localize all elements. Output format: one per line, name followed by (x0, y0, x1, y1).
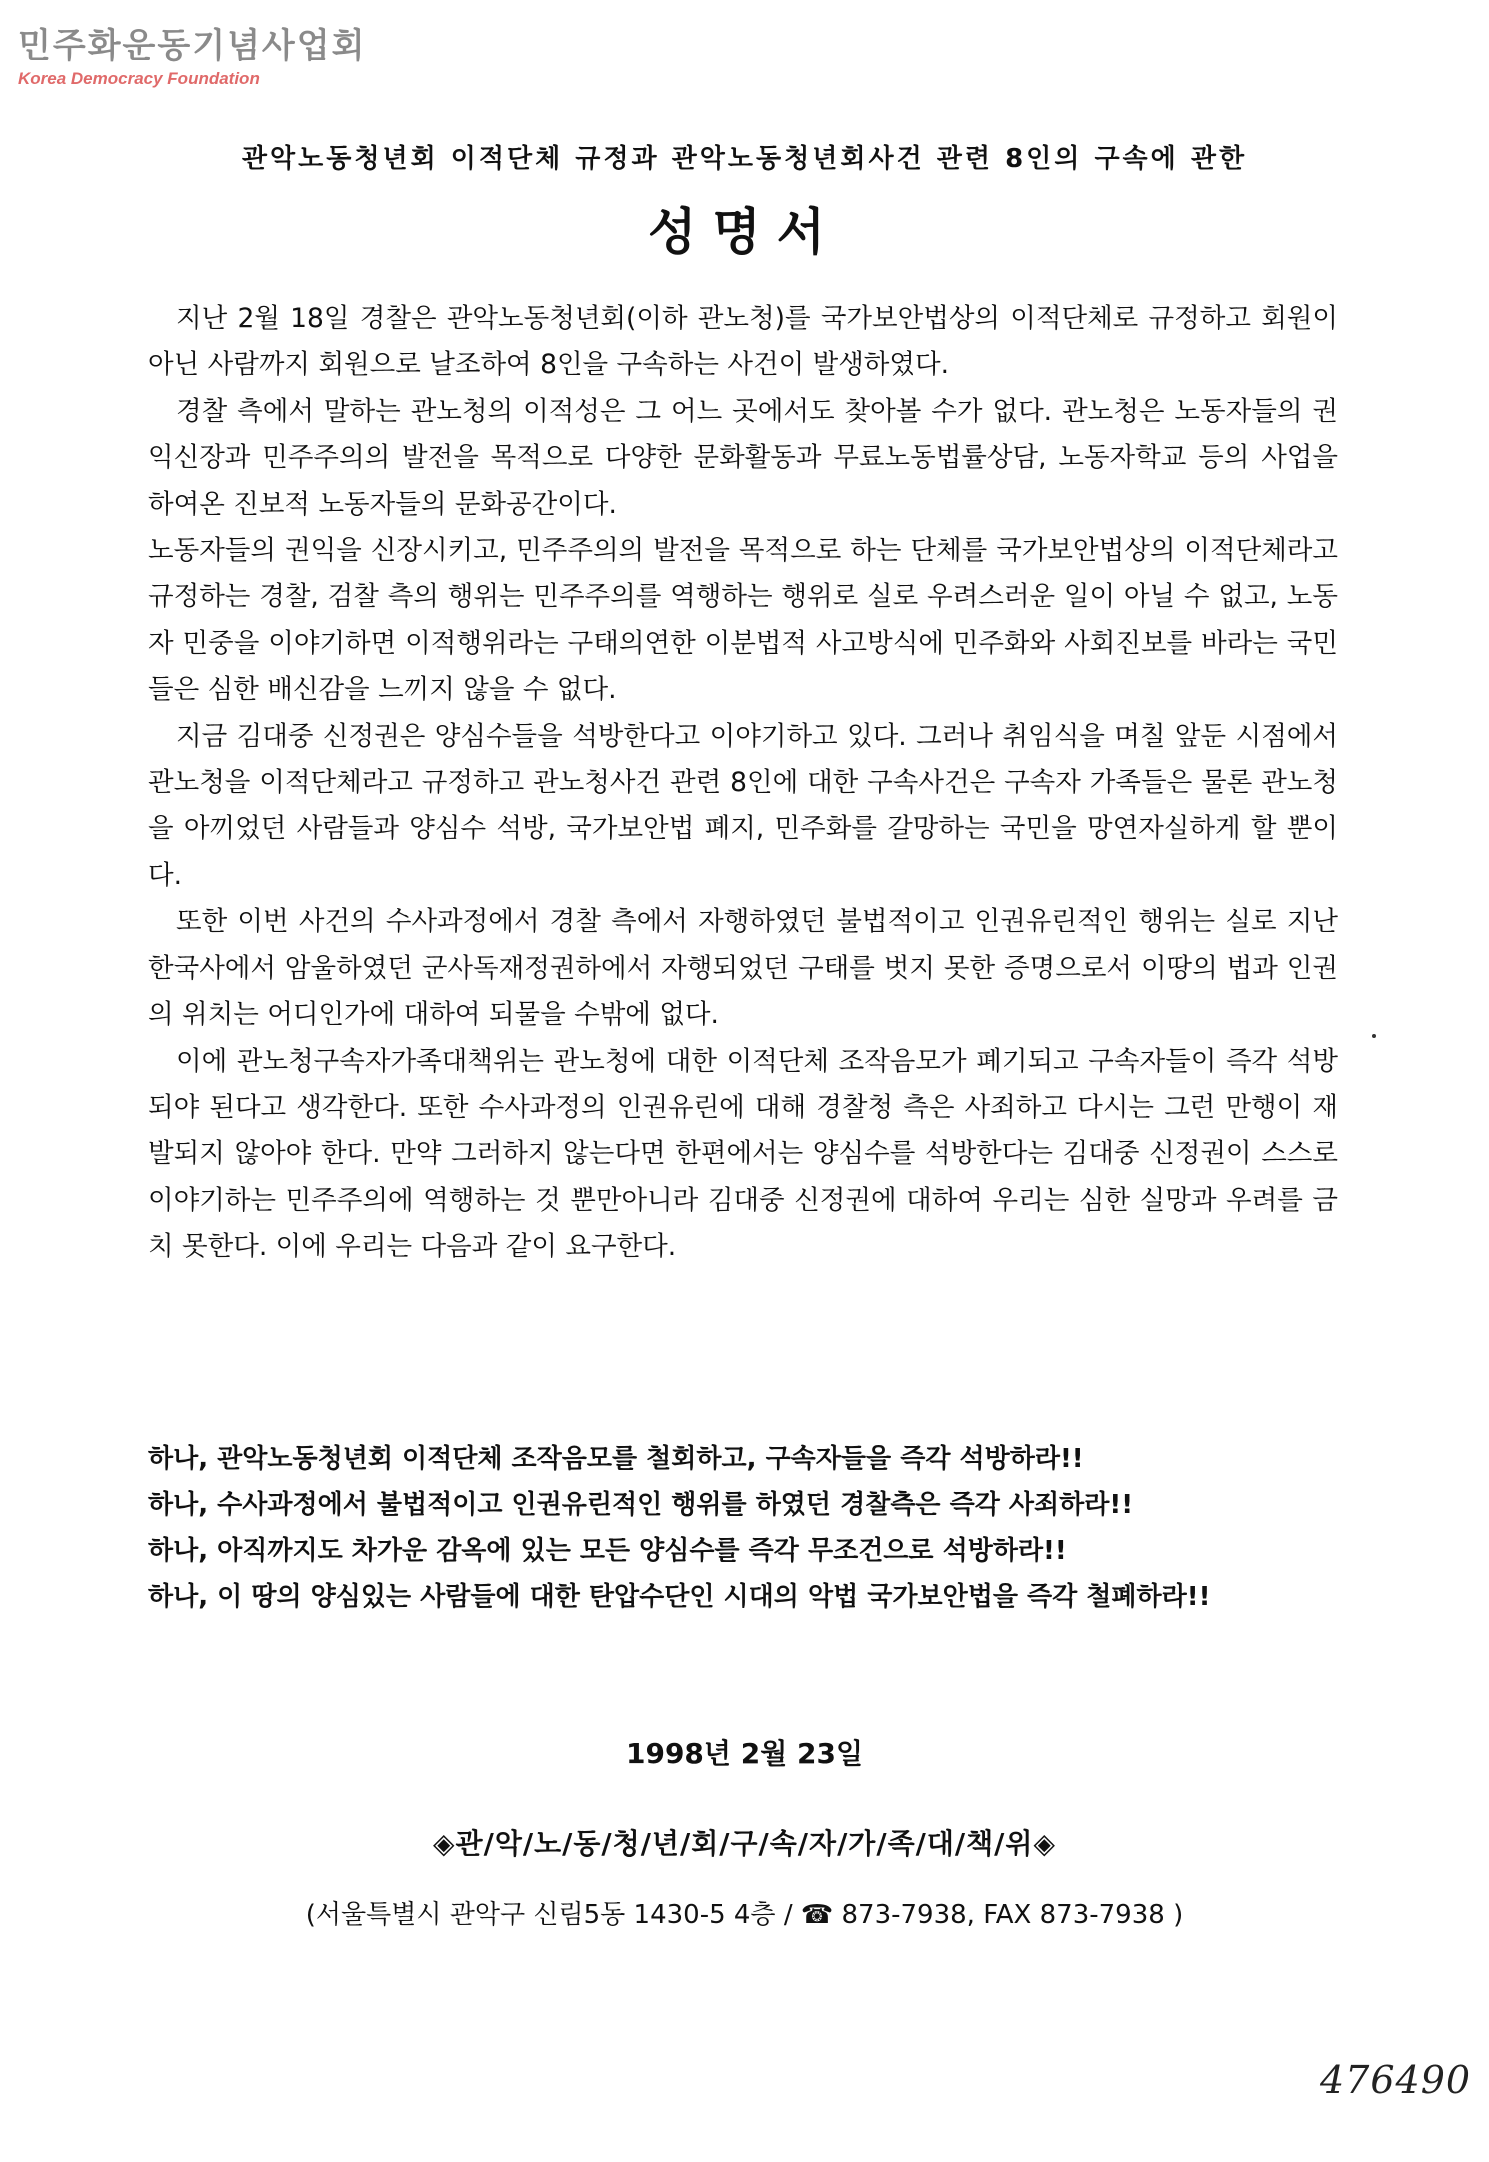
paragraph: 경찰 측에서 말하는 관노청의 이적성은 그 어느 곳에서도 찾아볼 수가 없다. 관노청은 노동자들의 권익신장과 민주주의의 발전을 목적으로 다양한 문화활동과 무료노동법률상담, 노동자학교 등의 사업을 하여온 진보적 노동자들의 문화공간이다. (148, 395, 1338, 520)
paragraph: 또한 이번 사건의 수사과정에서 경찰 측에서 자행하였던 불법적이고 인권유린적인 행위는 실로 지난 한국사에서 암울하였던 군사독재정권하에서 자행되었던 구태를 벗지 못한 증명으로서 이땅의 법과 인권의 위치는 어디인가에 대하여 되물을 수밖에 없다. (148, 906, 1338, 1031)
demand-item: 하나, 관악노동청년회 이적단체 조작음모를 철회하고, 구속자들을 즉각 석방하라!! (148, 1444, 1084, 1474)
paragraph: 지난 2월 18일 경찰은 관악노동청년회(이하 관노청)를 국가보안법상의 이적단체로 규정하고 회원이 아닌 사람까지 회원으로 날조하여 8인을 구속하는 사건이 발생하였다. (148, 303, 1338, 381)
demands-list (148, 1436, 1338, 1620)
organization-name: ◈관/악/노/동/청/년/회/구/속/자/가/족/대/책/위◈ (433, 1827, 1056, 1860)
statement-body (148, 296, 1338, 1271)
paragraph: 이에 관노청구속자가족대책위는 관노청에 대한 이적단체 조작음모가 폐기되고 구속자들이 즉각 석방되야 된다고 생각한다. 또한 수사과정의 인권유린에 대해 경찰청 측은 사죄하고 다시는 그런 만행이 재발되지 않아야 한다. 만약 그러하지 않는다면 한편에서는 양심수를 석방한다는 김대중 신정권이 스스로 이야기하는 민주주의에 역행하는 것 뿐만아니라 김대중 신정권에 대하여 우리는 심한 실망과 우려를 금치 못한다. 이에 우리는 다음과 같이 요구한다. (148, 1045, 1338, 1263)
demand-item: 하나, 수사과정에서 불법적이고 인권유린적인 행위를 하였던 경찰측은 즉각 사죄하라!! (148, 1490, 1134, 1520)
watermark-english: Korea Democracy Foundation (18, 69, 260, 88)
organization-address: (서울특별시 관악구 신림5동 1430-5 4층 / ☎ 873-7938, FAX 873-7938 ) (305, 1900, 1184, 1930)
scan-speck (1372, 1034, 1376, 1038)
watermark-korean: 민주화운동기념사업회 (18, 26, 367, 66)
watermark-logo (18, 18, 366, 89)
document-subtitle: 관악노동청년회 이적단체 규정과 관악노동청년회사건 관련 8인의 구속에 관한 (241, 144, 1248, 174)
paragraph: 지금 김대중 신정권은 양심수들을 석방한다고 이야기하고 있다. 그러나 취임식을 며칠 앞둔 시점에서 관노청을 이적단체라고 규정하고 관노청사건 관련 8인에 대한 구속사건은 구속자 가족들은 물론 관노청을 아끼었던 사람들과 양심수 석방, 국가보안법 폐지, 민주화를 갈망하는 국민을 망연자실하게 할 뿐이다. (148, 720, 1338, 891)
statement-date: 1998년 2월 23일 (625, 1737, 864, 1770)
paragraph: 노동자들의 권익을 신장시키고, 민주주의의 발전을 목적으로 하는 단체를 국가보안법상의 이적단체라고 규정하는 경찰, 검찰 측의 행위는 민주주의를 역행하는 행위로 실로 우려스러운 일이 아닐 수 없고, 노동자 민중을 이야기하면 이적행위라는 구태의연한 이분법적 사고방식에 민주화와 사회진보를 바라는 국민들은 심한 배신감을 느끼지 않을 수 없다. (148, 535, 1338, 706)
demand-item: 하나, 아직까지도 차가운 감옥에 있는 모든 양심수를 즉각 무조건으로 석방하라!! (148, 1536, 1067, 1566)
document-title: 성명서 (648, 203, 841, 261)
demand-item: 하나, 이 땅의 양심있는 사람들에 대한 탄압수단인 시대의 악법 국가보안법을 즉각 철폐하라!! (148, 1582, 1211, 1612)
handwritten-document-number: 476490 (1320, 2058, 1472, 2102)
